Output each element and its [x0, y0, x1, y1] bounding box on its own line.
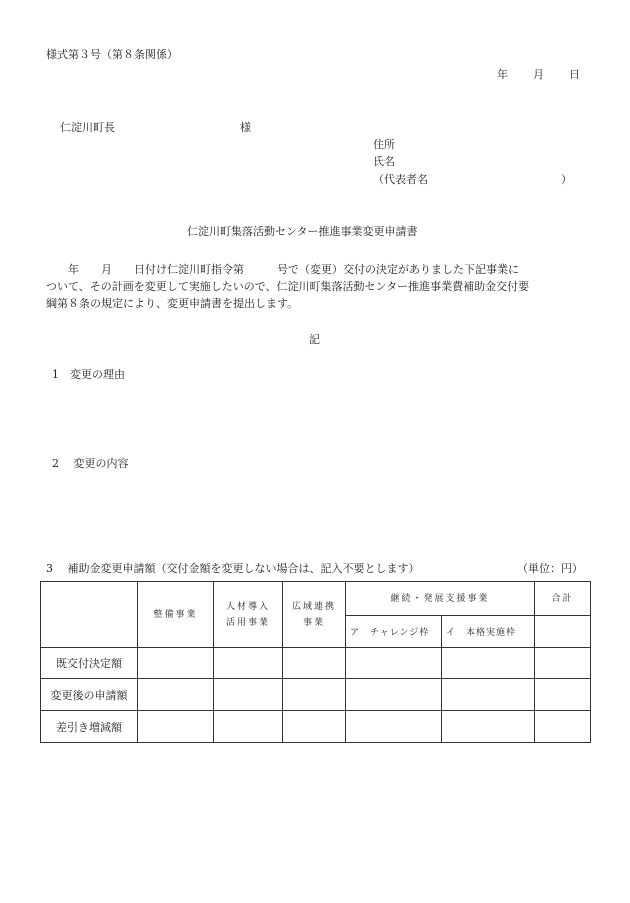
table-cell[interactable]	[214, 648, 283, 679]
header-total: 合計	[535, 582, 591, 616]
addressee-honorific: 様	[240, 121, 251, 134]
representative-label: （代表者名	[373, 173, 428, 186]
table-cell[interactable]	[138, 679, 214, 711]
table-cell[interactable]	[214, 711, 283, 743]
header-honkaku: イ 本格実施枠	[442, 616, 535, 648]
section-reason: 1 変更の理由	[52, 368, 125, 381]
table-cell[interactable]	[442, 648, 535, 679]
unit-label: （単位：円）	[517, 562, 583, 575]
row-label-sashihiki: 差引き増減額	[41, 711, 138, 743]
table-cell[interactable]	[138, 711, 214, 743]
address-label: 住所	[373, 138, 395, 151]
body-paragraph	[46, 261, 586, 312]
table-cell[interactable]	[346, 648, 442, 679]
header-jinzai	[214, 582, 283, 648]
table-cell[interactable]	[346, 679, 442, 711]
header-challenge: ア チャレンジ枠	[346, 616, 442, 648]
table-cell[interactable]	[535, 648, 591, 679]
section-content: 2 変更の内容	[52, 457, 129, 470]
table-cell[interactable]	[138, 648, 214, 679]
table-cell[interactable]	[535, 679, 591, 711]
amount-table	[40, 581, 591, 743]
row-label-kikofu: 既交付決定額	[41, 648, 138, 679]
name-label: 氏名	[373, 155, 395, 168]
header-jinzai-line2: 活用事業	[225, 617, 270, 628]
document-title: 仁淀川町集落活動センター推進事業変更申請書	[187, 225, 418, 238]
header-koiki	[283, 582, 346, 648]
header-total-sub	[535, 616, 591, 648]
table-cell[interactable]	[283, 679, 346, 711]
table-cell[interactable]	[442, 679, 535, 711]
table-cell[interactable]	[214, 679, 283, 711]
addressee-name: 仁淀川町長	[60, 121, 115, 134]
section-amount: 3 補助金変更申請額（交付金額を変更しない場合は、記入不要とします）	[46, 562, 420, 575]
table-cell[interactable]	[283, 711, 346, 743]
header-corner	[41, 582, 138, 648]
header-koiki-line2: 事業	[302, 617, 325, 628]
representative-close: ）	[561, 173, 572, 186]
table-cell[interactable]	[535, 711, 591, 743]
form-number: 様式第３号（第８条関係）	[46, 48, 178, 61]
table-cell[interactable]	[346, 711, 442, 743]
body-line: 綱第８条の規定により、変更申請書を提出します。	[46, 297, 299, 310]
body-line: 年 月 日付け仁淀川町指令第 号で（変更）交付の決定がありました下記事業に	[46, 263, 519, 276]
header-seibi: 整備事業	[138, 582, 214, 648]
ki-mark: 記	[309, 333, 320, 346]
date-line: 年 月 日	[497, 68, 581, 81]
row-label-henkogo: 変更後の申請額	[41, 679, 138, 711]
header-koiki-line1: 広域連携	[291, 601, 336, 612]
body-line: ついて、その計画を変更して実施したいので、仁淀川町集落活動センター推進事業費補助金交付要	[46, 280, 530, 293]
header-keizoku: 継続・発展支援事業	[346, 582, 535, 616]
table-cell[interactable]	[442, 711, 535, 743]
header-jinzai-line1: 人材導入	[225, 601, 270, 612]
table-cell[interactable]	[283, 648, 346, 679]
